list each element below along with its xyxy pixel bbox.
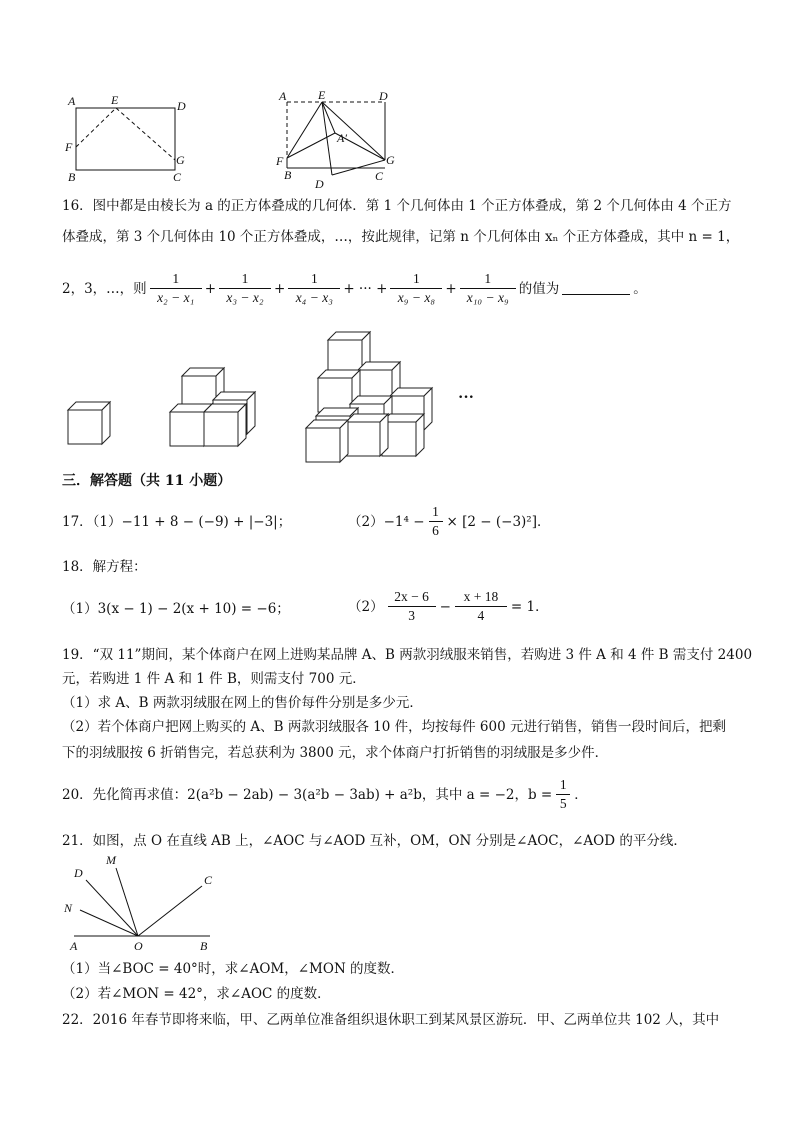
q19-line5: 下的羽绒服按 6 折销售完，若总获利为 3800 元，求个体商户打折销售的羽绒服是多少件． (62, 745, 609, 761)
q17-part2-suffix: × [2 − (−3)²]． (446, 513, 551, 530)
label-O: O (134, 939, 143, 953)
label-C: C (204, 873, 213, 887)
q16-plus-3: + (445, 280, 457, 297)
label-A-prime: A′ (337, 131, 347, 145)
label-B: B (284, 168, 292, 182)
q21-part2: （2）若∠MON = 42°，求∠AOC 的度数． (62, 986, 331, 1002)
q16-ellipsis: + ··· + (343, 280, 388, 297)
label-N: N (64, 901, 73, 915)
label-B: B (68, 170, 76, 184)
q18-title: 18．解方程： (62, 559, 147, 575)
q20-suffix: ． (574, 786, 588, 803)
ray-on (80, 910, 138, 936)
label-A: A (279, 89, 287, 103)
cube-stack-1 (68, 402, 110, 444)
q16-plus-1: + (204, 280, 216, 297)
ray-od (86, 880, 138, 936)
cube-sequence-dots: ··· (458, 389, 475, 406)
fold-figure-1 (60, 90, 200, 185)
dashed-fold-right (116, 108, 175, 160)
label-D: D (379, 89, 388, 103)
ray-oc (138, 886, 202, 936)
q16-expression (62, 270, 647, 307)
cube-figures (60, 328, 500, 458)
ray-om (116, 868, 138, 936)
q22-line1: 22．2016 年春节即将来临，甲、乙两单位准备组织退休职工到某风景区游玩．甲、乙两单位共 102 人，其中 (62, 1012, 720, 1028)
fold-line-ef (287, 102, 322, 158)
label-G: G (386, 153, 395, 167)
q16-line1: 16．图中都是由棱长为 a 的正方体叠成的几何体．第 1 个几何体由 1 个正方体叠成，第 2 个几何体由 4 个正方 (62, 198, 732, 214)
cube-stack-2 (170, 368, 255, 446)
q17-part1: 17．（1）−11 + 8 − (−9) + |−3|； (62, 514, 292, 530)
q18-fraction-2: $\frac{x + 18}{4}$ (455, 588, 507, 625)
rectangle-abcd (76, 108, 175, 170)
q16-fraction-1: $\frac{1}{\text{x₂ − x₁}}$ (150, 270, 202, 307)
q19-line1: 19．“双 11”期间，某个体商户在网上进购某品牌 A、B 两款羽绒服来销售，若购进 3 件 A 和 4 件 B 需支付 2400 (62, 647, 753, 663)
q18-part2-suffix: = 1． (510, 598, 549, 615)
q16-fraction-3: $\frac{1}{\text{x₄ − x₃}}$ (288, 270, 340, 307)
answer-blank[interactable] (562, 282, 630, 295)
q16-plus-2: + (274, 280, 286, 297)
q16-suffix: 的值为 (518, 280, 560, 297)
label-D: D (177, 99, 186, 113)
fold-figure-2 (275, 88, 405, 190)
q19-line3: （1）求 A、B 两款羽绒服在网上的售价每件分别是多少元． (62, 695, 423, 711)
label-C: C (375, 169, 384, 183)
label-D-prime: D (315, 177, 324, 191)
q18-part2 (348, 588, 549, 625)
label-C: C (173, 170, 182, 184)
cube-stack-3 (306, 332, 432, 462)
q20-expression (62, 776, 588, 813)
fold-line-eg (322, 102, 385, 160)
q20-fraction: $\frac{1}{5}$ (556, 776, 570, 813)
q19-line2: 元，若购进 1 件 A 和 1 件 B，则需支付 700 元． (62, 671, 366, 687)
q16-fraction-2: $\frac{1}{\text{x₃ − x₂}}$ (219, 270, 271, 307)
q16-fraction-4: $\frac{1}{\text{x₉ − x₈}}$ (390, 270, 442, 307)
label-M: M (106, 853, 116, 867)
q17-part2 (348, 503, 550, 540)
q21-line1: 21．如图，点 O 在直线 AB 上，∠AOC 与∠AOD 互补，OM，ON 分别是∠AOC，∠AOD 的平分线． (62, 833, 687, 849)
q18-part1: （1）3(x − 1) − 2(x + 10) = −6； (62, 601, 290, 617)
section-heading: 三．解答题（共 11 小题） (62, 473, 232, 489)
q20-prefix: 20．先化简再求值：2(a²b − 2ab) − 3(a²b − 3ab) + a²b，其中 a = −2，b = (62, 786, 553, 803)
q18-fraction-1: $\frac{2x - 6}{3}$ (388, 588, 436, 625)
label-F: F (276, 154, 284, 168)
q16-line2: 体叠成，第 3 个几何体由 10 个正方体叠成，…，按此规律，记第 n 个几何体由 xₙ 个正方体叠成，其中 n = 1， (62, 229, 740, 245)
label-D: D (74, 866, 83, 880)
q16-period: 。 (633, 280, 647, 297)
label-E: E (318, 88, 326, 102)
label-A: A (70, 939, 78, 953)
label-F: F (65, 140, 73, 154)
label-B: B (200, 939, 208, 953)
dashed-fold-left (76, 108, 116, 147)
q21-part1: （1）当∠BOC = 40°时，求∠AOM，∠MON 的度数． (62, 961, 405, 977)
label-G: G (176, 153, 185, 167)
label-E: E (111, 93, 119, 107)
q16-fraction-5: $\frac{1}{\text{x₁₀ − x₉}}$ (460, 270, 516, 307)
q21-angle-figure (60, 850, 220, 955)
q17-fraction: $\frac{1}{6}$ (429, 503, 443, 540)
q19-line4: （2）若个体商户把网上购买的 A、B 两款羽绒服各 10 件，均按每件 600 元进行销售，销售一段时间后，把剩 (62, 719, 726, 735)
label-A: A (68, 94, 76, 108)
q18-part2-prefix: （2） (348, 598, 384, 615)
q16-line3-prefix: 2，3，…，则 (62, 280, 147, 297)
q17-part2-prefix: （2）−1⁴ − (348, 513, 425, 530)
q18-minus: − (439, 598, 451, 615)
